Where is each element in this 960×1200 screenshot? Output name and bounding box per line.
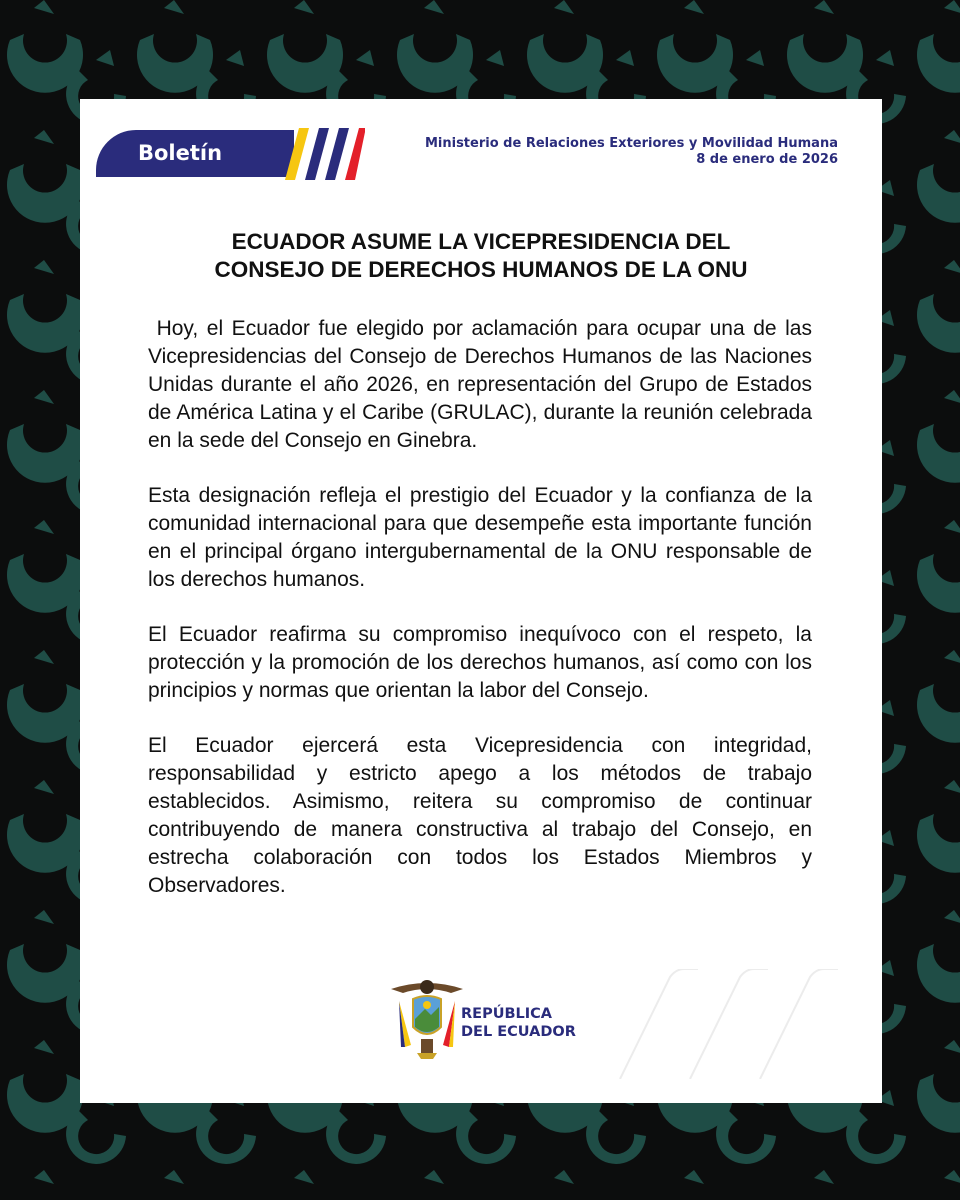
decorative-stripes — [580, 969, 880, 1079]
paragraph-4: El Ecuador ejercerá esta Vicepresidencia con integridad, responsabilidad y estricto apego a los métodos de trabajo establecidos. Asimismo, reitera su compromiso de continuar contribuyendo de manera constructiva al trabajo del Consejo, en estrecha colaboración con todos los Estados Miembros y Observadores. — [148, 734, 812, 897]
title-line-2: CONSEJO DE DERECHOS HUMANOS DE LA ONU — [214, 257, 748, 282]
page-title — [120, 228, 842, 284]
bulletin-date: 8 de enero de 2026 — [696, 152, 838, 167]
badge-label: Boletín — [138, 141, 223, 165]
header-meta — [425, 136, 838, 168]
bulletin-card — [80, 99, 882, 1103]
title-line-1: ECUADOR ASUME LA VICEPRESIDENCIA DEL — [231, 229, 731, 254]
paragraph-3: El Ecuador reafirma su compromiso inequívoco con el respeto, la protección y la promoción de los derechos humanos, así como con los principios y normas que orientan la labor del Consejo. — [148, 623, 812, 702]
republica-logo-text — [461, 1005, 576, 1041]
bulletin-badge — [96, 130, 294, 177]
bulletin-body — [148, 315, 818, 927]
flag-stripes-icon — [285, 128, 365, 180]
republica-line-2: DEL ECUADOR — [461, 1024, 576, 1040]
republica-line-1: REPÚBLICA — [461, 1006, 553, 1022]
coat-of-arms-icon — [391, 975, 463, 1059]
ministry-name: Ministerio de Relaciones Exteriores y Movilidad Humana — [424, 136, 838, 151]
paragraph-2: Esta designación refleja el prestigio del Ecuador y la confianza de la comunidad internacional para que desempeñe esta importante función en el principal órgano intergubernamental de la ONU responsable de los derechos humanos. — [148, 484, 812, 591]
paragraph-1: Hoy, el Ecuador fue elegido por aclamación para ocupar una de las Vicepresidencias del Consejo de Derechos Humanos de las Naciones Unidas durante el año 2026, en representación del Grupo de Estados de América Latina y el Caribe (GRULAC), durante la reunión celebrada en la sede del Consejo en Ginebra. — [148, 317, 818, 452]
